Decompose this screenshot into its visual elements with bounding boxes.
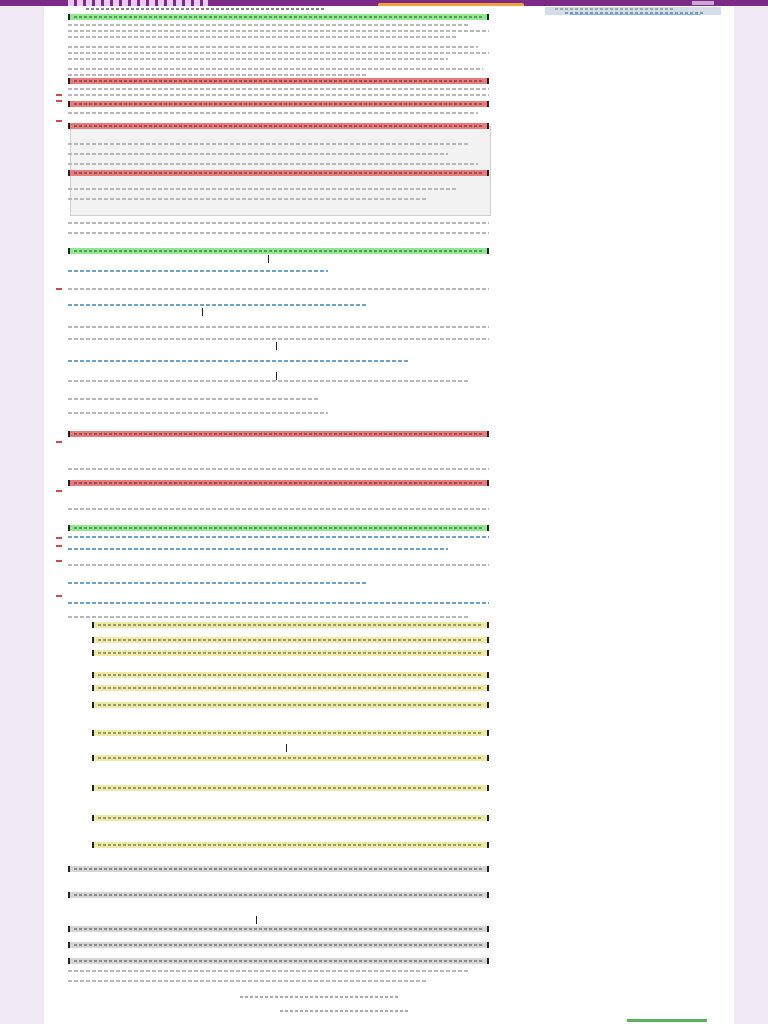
removed-line bbox=[68, 123, 489, 129]
link-line[interactable] bbox=[68, 536, 489, 538]
line-marker bbox=[56, 490, 62, 492]
text-line bbox=[68, 188, 458, 190]
link-line[interactable] bbox=[68, 602, 489, 604]
line-marker bbox=[56, 560, 62, 562]
changed-line bbox=[92, 622, 489, 628]
link-line[interactable] bbox=[68, 270, 328, 272]
line-marker bbox=[56, 441, 62, 443]
changed-line bbox=[92, 730, 489, 736]
link-line[interactable] bbox=[68, 548, 448, 550]
line-marker bbox=[56, 545, 62, 547]
text-line bbox=[68, 222, 489, 224]
text-line bbox=[68, 46, 478, 48]
link-line[interactable] bbox=[68, 582, 368, 584]
text-line bbox=[68, 88, 489, 90]
document-header bbox=[86, 8, 326, 10]
context-line bbox=[68, 866, 489, 872]
footer-action-icon[interactable] bbox=[627, 1019, 707, 1022]
removed-line bbox=[68, 101, 489, 107]
text-line bbox=[68, 112, 478, 114]
text-line bbox=[68, 30, 489, 32]
line-marker bbox=[56, 537, 62, 539]
changed-line bbox=[92, 650, 489, 656]
context-line bbox=[68, 942, 489, 948]
text-line bbox=[68, 153, 448, 155]
text-line bbox=[68, 970, 468, 972]
changed-line bbox=[92, 842, 489, 848]
text-line bbox=[68, 380, 468, 382]
text-line bbox=[68, 288, 489, 290]
divider bbox=[286, 744, 287, 752]
divider bbox=[276, 372, 277, 380]
text-line bbox=[68, 143, 468, 145]
text-line bbox=[68, 326, 489, 328]
side-divider bbox=[570, 14, 700, 15]
added-line bbox=[68, 14, 489, 20]
removed-line bbox=[68, 480, 489, 486]
text-line bbox=[68, 68, 483, 70]
line-marker bbox=[56, 120, 62, 122]
changed-line bbox=[92, 755, 489, 761]
text-line bbox=[68, 58, 448, 60]
text-line bbox=[240, 996, 400, 998]
removed-line bbox=[68, 170, 489, 176]
text-line bbox=[68, 24, 468, 26]
changed-line bbox=[92, 672, 489, 678]
text-line bbox=[68, 52, 489, 54]
text-line bbox=[68, 232, 489, 234]
added-line bbox=[68, 525, 489, 531]
divider bbox=[276, 342, 277, 350]
text-line bbox=[68, 198, 428, 200]
context-line bbox=[68, 958, 489, 964]
line-marker bbox=[56, 595, 62, 597]
divider bbox=[202, 308, 203, 316]
text-line bbox=[68, 980, 428, 982]
text-line bbox=[68, 163, 478, 165]
text-line bbox=[68, 398, 318, 400]
text-line bbox=[68, 338, 489, 340]
line-marker bbox=[56, 288, 62, 290]
changed-line bbox=[92, 637, 489, 643]
removed-line bbox=[68, 78, 489, 84]
info-panel-icon bbox=[555, 8, 675, 10]
changed-line bbox=[92, 685, 489, 691]
text-line bbox=[68, 36, 458, 38]
text-line bbox=[68, 412, 328, 414]
text-line bbox=[68, 616, 468, 618]
text-line bbox=[68, 564, 489, 566]
changed-line bbox=[92, 785, 489, 791]
added-line bbox=[68, 248, 489, 254]
link-line[interactable] bbox=[68, 360, 408, 362]
context-line bbox=[68, 926, 489, 932]
text-line bbox=[280, 1010, 410, 1012]
text-line bbox=[68, 74, 368, 76]
line-marker bbox=[56, 100, 62, 102]
divider bbox=[268, 255, 269, 263]
text-line bbox=[68, 94, 489, 96]
changed-line bbox=[92, 815, 489, 821]
context-line bbox=[68, 892, 489, 898]
changed-line bbox=[92, 702, 489, 708]
link-line[interactable] bbox=[68, 304, 368, 306]
divider bbox=[256, 916, 257, 924]
line-marker bbox=[56, 94, 62, 96]
text-line bbox=[68, 468, 489, 470]
removed-line bbox=[68, 431, 489, 437]
text-line bbox=[68, 508, 489, 510]
